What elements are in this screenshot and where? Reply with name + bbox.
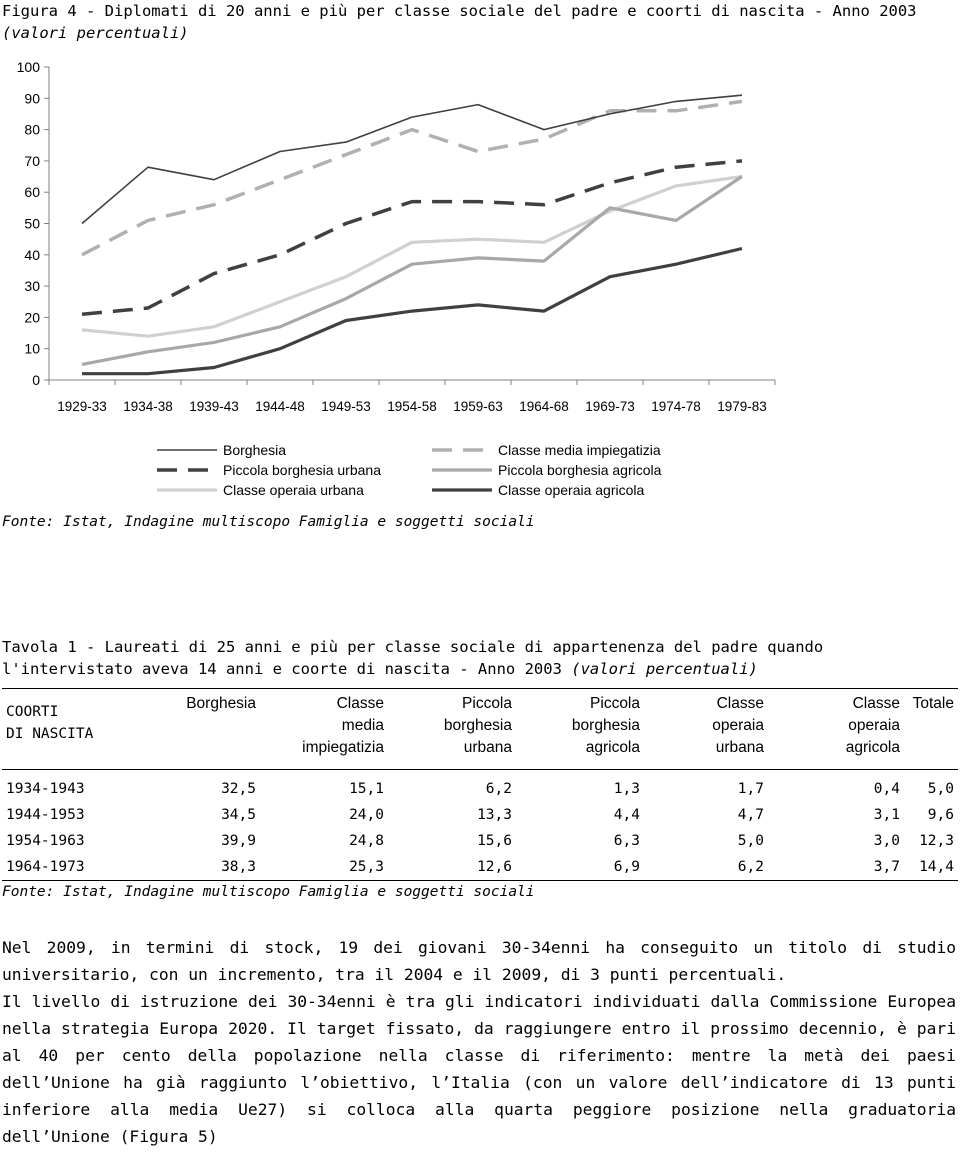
series-line-1 (82, 101, 742, 254)
row-label: 1954-1963 (6, 833, 85, 849)
paragraph-1: Nel 2009, in termini di stock, 19 dei giovani 30-34enni ha conseguito un titolo di studio universitario, con un incremento, tra il 2004 e il 2009, di 3 punti percentuali. (2, 938, 956, 984)
series-line-2 (82, 161, 742, 314)
table-cell: 34,5 (221, 807, 256, 823)
table-cell: 24,0 (349, 807, 384, 823)
table-cell: 6,2 (485, 781, 512, 797)
table-cell: 39,9 (221, 833, 256, 849)
x-tick-label: 1929-33 (57, 399, 107, 414)
x-tick-label: 1954-58 (387, 399, 437, 414)
header-piccola-borghesia-urbana: Piccola borghesia urbana (443, 695, 512, 756)
y-tick-label: 60 (24, 184, 40, 201)
x-tick-label: 1949-53 (321, 399, 371, 414)
legend-label: Classe media impiegatizia (498, 442, 661, 458)
header-borghesia: Borghesia (186, 695, 256, 712)
table-cell: 15,6 (477, 833, 512, 849)
table-row (2, 770, 958, 803)
table-source: Fonte: Istat, Indagine multiscopo Famiglia e soggetti sociali (2, 884, 535, 900)
x-tick-label: 1974-78 (651, 399, 701, 414)
table-cell: 24,8 (349, 833, 384, 849)
legend-label: Piccola borghesia agricola (498, 462, 662, 478)
legend (157, 442, 662, 498)
x-tick-label: 1979-83 (717, 399, 767, 414)
table-cell: 1,3 (613, 781, 640, 797)
figure-title (2, 0, 957, 44)
x-tick-label: 1944-48 (255, 399, 305, 414)
table-cell: 0,4 (873, 781, 900, 797)
y-tick-label: 50 (24, 215, 40, 232)
legend-label: Borghesia (223, 442, 287, 458)
legend-label: Classe operaia agricola (498, 482, 645, 498)
row-label: 1964-1973 (6, 859, 85, 875)
x-tick-label: 1934-38 (123, 399, 173, 414)
table-cell: 6,3 (613, 833, 640, 849)
figure-title-italic: (valori percentuali) (2, 24, 189, 42)
row-label: 1944-1953 (6, 807, 85, 823)
series-line-5 (82, 249, 742, 374)
table-row (2, 854, 958, 881)
legend-label: Classe operaia urbana (223, 482, 364, 498)
table-cell: 3,0 (873, 833, 900, 849)
table-row (2, 802, 958, 828)
y-tick-label: 20 (24, 309, 40, 326)
table-cell: 3,7 (873, 859, 900, 875)
table-header-row (2, 689, 958, 770)
table-cell: 38,3 (221, 859, 256, 875)
figure-title-main: Figura 4 - Diplomati di 20 anni e più per classe sociale del padre e coorti di nascita - Anno 2003 (2, 2, 917, 20)
x-tick-label: 1959-63 (453, 399, 503, 414)
table-row (2, 828, 958, 854)
y-tick-label: 90 (24, 90, 40, 107)
header-classe-media-impiegatizia: Classe media impiegatizia (302, 695, 384, 756)
table-cell: 9,6 (927, 807, 954, 823)
table-title-italic: (valori percentuali) (571, 660, 758, 678)
header-totale: Totale (912, 695, 954, 712)
table-cell: 12,6 (477, 859, 512, 875)
header-classe-operaia-agricola: Classe operaia agricola (845, 695, 900, 756)
row-label: 1934-1943 (6, 781, 85, 797)
table-cell: 32,5 (221, 781, 256, 797)
y-tick-label: 80 (24, 121, 40, 138)
legend-label: Piccola borghesia urbana (223, 462, 381, 478)
table-cell: 14,4 (919, 859, 954, 875)
y-tick-label: 0 (32, 372, 40, 388)
series-line-0 (82, 95, 742, 223)
x-tick-label: 1939-43 (189, 399, 239, 414)
table-cell: 25,3 (349, 859, 384, 875)
table-cell: 5,0 (737, 833, 764, 849)
header-classe-operaia-urbana: Classe operaia urbana (712, 695, 764, 756)
x-tick-label: 1969-73 (585, 399, 635, 414)
figure-source: Fonte: Istat, Indagine multiscopo Famiglia e soggetti sociali (2, 514, 535, 530)
table-cell: 4,7 (737, 807, 764, 823)
data-table (2, 688, 958, 881)
y-tick-label: 70 (24, 152, 40, 169)
line-chart (0, 52, 960, 507)
table-cell: 6,2 (737, 859, 764, 875)
table-cell: 12,3 (919, 833, 954, 849)
table-cell: 13,3 (477, 807, 512, 823)
x-tick-label: 1964-68 (519, 399, 569, 414)
table-cell: 5,0 (927, 781, 954, 797)
y-tick-label: 10 (24, 340, 40, 357)
table-cell: 4,4 (613, 807, 640, 823)
table-title (2, 636, 957, 680)
table-cell: 1,7 (737, 781, 764, 797)
y-tick-label: 30 (24, 278, 40, 295)
y-tick-label: 100 (16, 59, 40, 75)
y-tick-label: 40 (24, 246, 40, 263)
table-cell: 6,9 (613, 859, 640, 875)
table-cell: 3,1 (873, 807, 900, 823)
paragraph-2: Il livello di istruzione dei 30-34enni è tra gli indicatori individuati dalla Commissione Europea nella strategia Europa 2020. Il target fissato, da raggiungere entro il prossimo decennio, è pari al 40 per cento della popolazione nella classe di riferimento: mentre la metà dei paesi dell’Unione ha già raggiunto l’obiettivo, l’Italia (con un valore dell’indicatore di 13 punti inferiore alla media Ue27) si colloca alla quarta peggiore posizione nella graduatoria dell’Unione (Figura 5) (2, 992, 956, 1146)
header-piccola-borghesia-agricola: Piccola borghesia agricola (571, 695, 640, 756)
table-title-main: Tavola 1 - Laureati di 25 anni e più per classe sociale di appartenenza del padre quando l'intervistato aveva 14 anni e coorte di nascita - Anno 2003 (2, 638, 824, 678)
body-text (2, 934, 956, 1150)
table-cell: 15,1 (349, 781, 384, 797)
header-coorti: COORTI DI NASCITA (6, 704, 94, 742)
